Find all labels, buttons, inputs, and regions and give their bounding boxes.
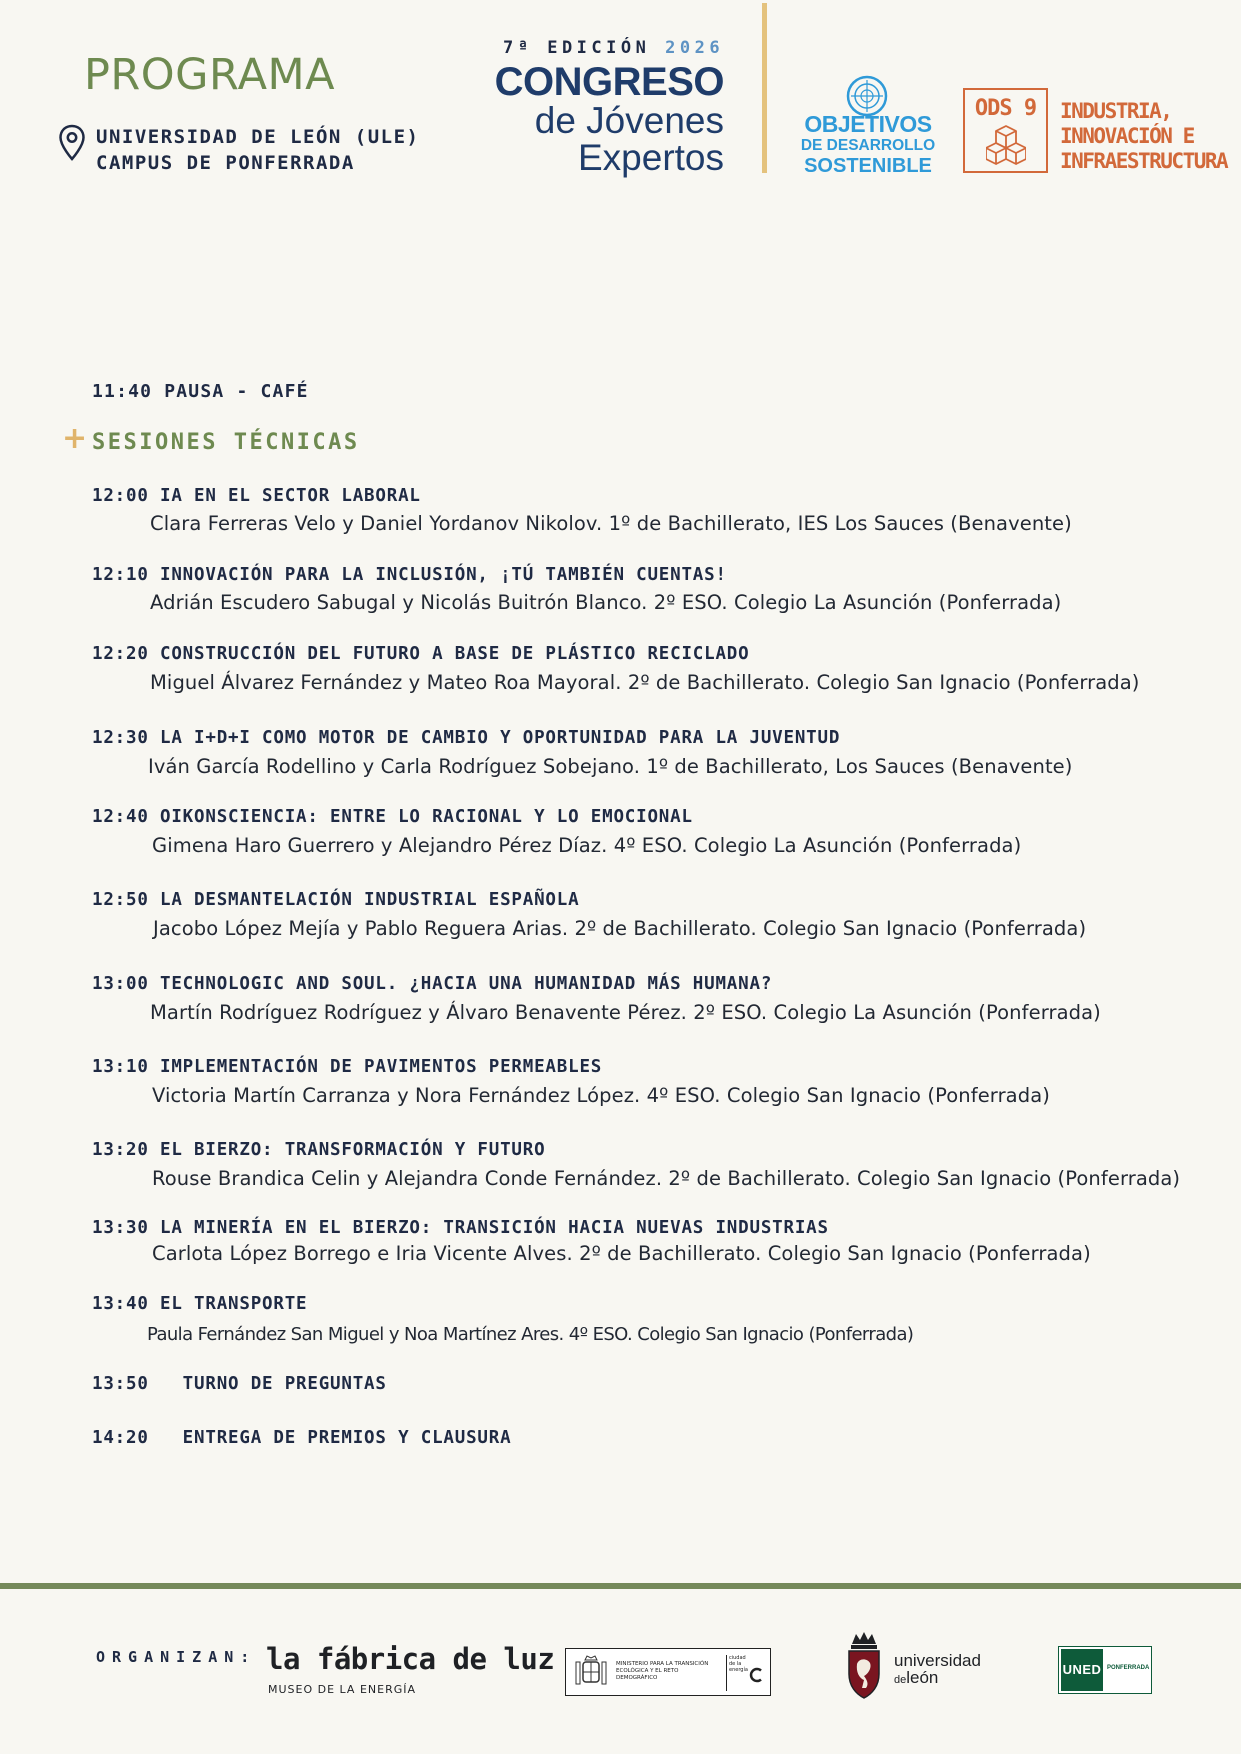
session-title: 13:00 TECHNOLOGIC AND SOUL. ¿HACIA UNA HUMANIDAD MÁS HUMANA? xyxy=(92,974,773,994)
session-authors: Victoria Martín Carranza y Nora Fernández López. 4º ESO. Colegio San Ignacio (Ponferrada) xyxy=(152,1084,1050,1107)
sdg9-name xyxy=(1060,99,1227,174)
edition-label xyxy=(503,38,724,58)
session-authors: Paula Fernández San Miguel y Noa Martínez Ares. 4º ESO. Colegio San Ignacio (Ponferrada) xyxy=(147,1324,914,1345)
sdg9-label: ODS 9 xyxy=(974,96,1037,121)
session-title: 12:30 LA I+D+I COMO MOTOR DE CAMBIO Y OPORTUNIDAD PARA LA JUVENTUD xyxy=(92,728,841,748)
ministry-text: MINISTERIO PARA LA TRANSICIÓN ECOLÓGICA Y EL RETO DEMOGRÁFICO xyxy=(616,1661,709,1681)
session-title: 13:30 LA MINERÍA EN EL BIERZO: TRANSICIÓN HACIA NUEVAS INDUSTRIAS xyxy=(92,1218,829,1238)
congress-title: CONGRESO xyxy=(494,60,724,104)
congress-subtitle-line-1: de Jóvenes xyxy=(534,100,724,141)
session-title: 12:50 LA DESMANTELACIÓN INDUSTRIAL ESPAÑOLA xyxy=(92,890,580,910)
congress-subtitle-line-2: Expertos xyxy=(577,137,724,178)
header-divider xyxy=(762,3,767,173)
session-authors: Rouse Brandica Celin y Alejandra Conde Fernández. 2º de Bachillerato. Colegio San Ignacio (Ponferrada) xyxy=(152,1167,1181,1190)
session-authors: Gimena Haro Guerrero y Alejandro Pérez Díaz. 4º ESO. Colegio La Asunción (Ponferrada) xyxy=(152,834,1022,857)
uleon-de: de xyxy=(894,1674,907,1686)
universidad-leon-logo xyxy=(894,1652,981,1689)
edition-year: 2026 xyxy=(665,38,725,58)
cubes-icon xyxy=(986,124,1026,166)
section-title: SESIONES TÉCNICAS xyxy=(92,430,360,455)
uned-label: UNED xyxy=(1061,1649,1103,1691)
plus-icon: + xyxy=(62,421,88,456)
session-authors: Martín Rodríguez Rodríguez y Álvaro Benavente Pérez. 2º ESO. Colegio La Asunción (Ponferrada) xyxy=(150,1001,1101,1024)
page-title: PROGRAMA xyxy=(84,50,336,100)
session-authors: Miguel Álvarez Fernández y Mateo Roa Mayoral. 2º de Bachillerato. Colegio San Ignacio (Ponferrada) xyxy=(150,671,1140,694)
uned-logo xyxy=(1058,1646,1152,1694)
location-pin-icon xyxy=(58,124,86,162)
sdg9-name-line-2: INNOVACIÓN E xyxy=(1060,124,1194,148)
sdg-logo xyxy=(800,112,936,177)
organizers-label: ORGANIZAN: xyxy=(96,1648,257,1666)
ministry-separator xyxy=(726,1655,727,1691)
universidad-leon-crest-icon xyxy=(844,1630,884,1700)
session-title: 12:10 INNOVACIÓN PARA LA INCLUSIÓN, ¡TÚ TAMBIÉN CUENTAS! xyxy=(92,565,727,585)
sdg9-badge xyxy=(963,88,1048,173)
fabrica-de-luz-subtitle: MUSEO DE LA ENERGÍA xyxy=(268,1683,417,1696)
pausa-line: 11:40 PAUSA - CAFÉ xyxy=(92,381,309,402)
sdg9-name-line-3: INFRAESTRUCTURA xyxy=(1060,149,1228,173)
location-line-2: CAMPUS DE PONFERRADA xyxy=(96,152,355,174)
sdg-logo-line-3: SOSTENIBLE xyxy=(804,155,932,177)
session-title: 12:40 OIKONSCIENCIA: ENTRE LO RACIONAL Y LO EMOCIONAL xyxy=(92,807,693,827)
clausura-line: 14:20 ENTREGA DE PREMIOS Y CLAUSURA xyxy=(92,1428,512,1448)
sdg-logo-line-2: DE DESARROLLO xyxy=(800,137,936,154)
sdg-logo-line-1: OBJETIVOS xyxy=(804,111,932,137)
spain-crest-icon xyxy=(574,1654,608,1692)
footer-divider xyxy=(0,1583,1241,1589)
location-line-1: UNIVERSIDAD DE LEÓN (ULE) xyxy=(96,126,420,148)
session-title: 13:40 EL TRANSPORTE xyxy=(92,1294,308,1314)
uleon-line-1: universidad xyxy=(894,1651,981,1670)
ciudad-energia-text: ciudad de la energía xyxy=(729,1655,748,1673)
session-authors: Jacobo López Mejía y Pablo Reguera Arias. 2º de Bachillerato. Colegio San Ignacio (Ponferrada) xyxy=(153,917,1087,940)
session-authors: Clara Ferreras Velo y Daniel Yordanov Nikolov. 1º de Bachillerato, IES Los Sauces (Benavente) xyxy=(150,512,1072,535)
session-title: 12:00 IA EN EL SECTOR LABORAL xyxy=(92,486,421,506)
uleon-line-2: león xyxy=(906,1668,939,1687)
ciuden-c-icon xyxy=(749,1667,765,1683)
session-authors: Carlota López Borrego e Iria Vicente Alves. 2º de Bachillerato. Colegio San Ignacio (Ponferrada) xyxy=(152,1242,1091,1265)
ministry-logo xyxy=(565,1648,771,1696)
session-title: 13:10 IMPLEMENTACIÓN DE PAVIMENTOS PERMEABLES xyxy=(92,1057,603,1077)
session-authors: Iván García Rodellino y Carla Rodríguez Sobejano. 1º de Bachillerato, Los Sauces (Benavente) xyxy=(148,755,1073,778)
sdg9-name-line-1: INDUSTRIA, xyxy=(1060,99,1172,123)
session-title: 12:20 CONSTRUCCIÓN DEL FUTURO A BASE DE PLÁSTICO RECICLADO xyxy=(92,644,750,664)
preguntas-line: 13:50 TURNO DE PREGUNTAS xyxy=(92,1374,387,1394)
session-title: 13:20 EL BIERZO: TRANSFORMACIÓN Y FUTURO xyxy=(92,1140,546,1160)
edition-text: 7ª EDICIÓN xyxy=(503,38,651,58)
uned-subtitle: PONFERRADA xyxy=(1107,1665,1150,1671)
fabrica-de-luz-logo: la fábrica de luz xyxy=(266,1642,555,1676)
congress-subtitle xyxy=(535,102,724,176)
session-authors: Adrián Escudero Sabugal y Nicolás Buitrón Blanco. 2º ESO. Colegio La Asunción (Ponferrada) xyxy=(150,591,1062,614)
